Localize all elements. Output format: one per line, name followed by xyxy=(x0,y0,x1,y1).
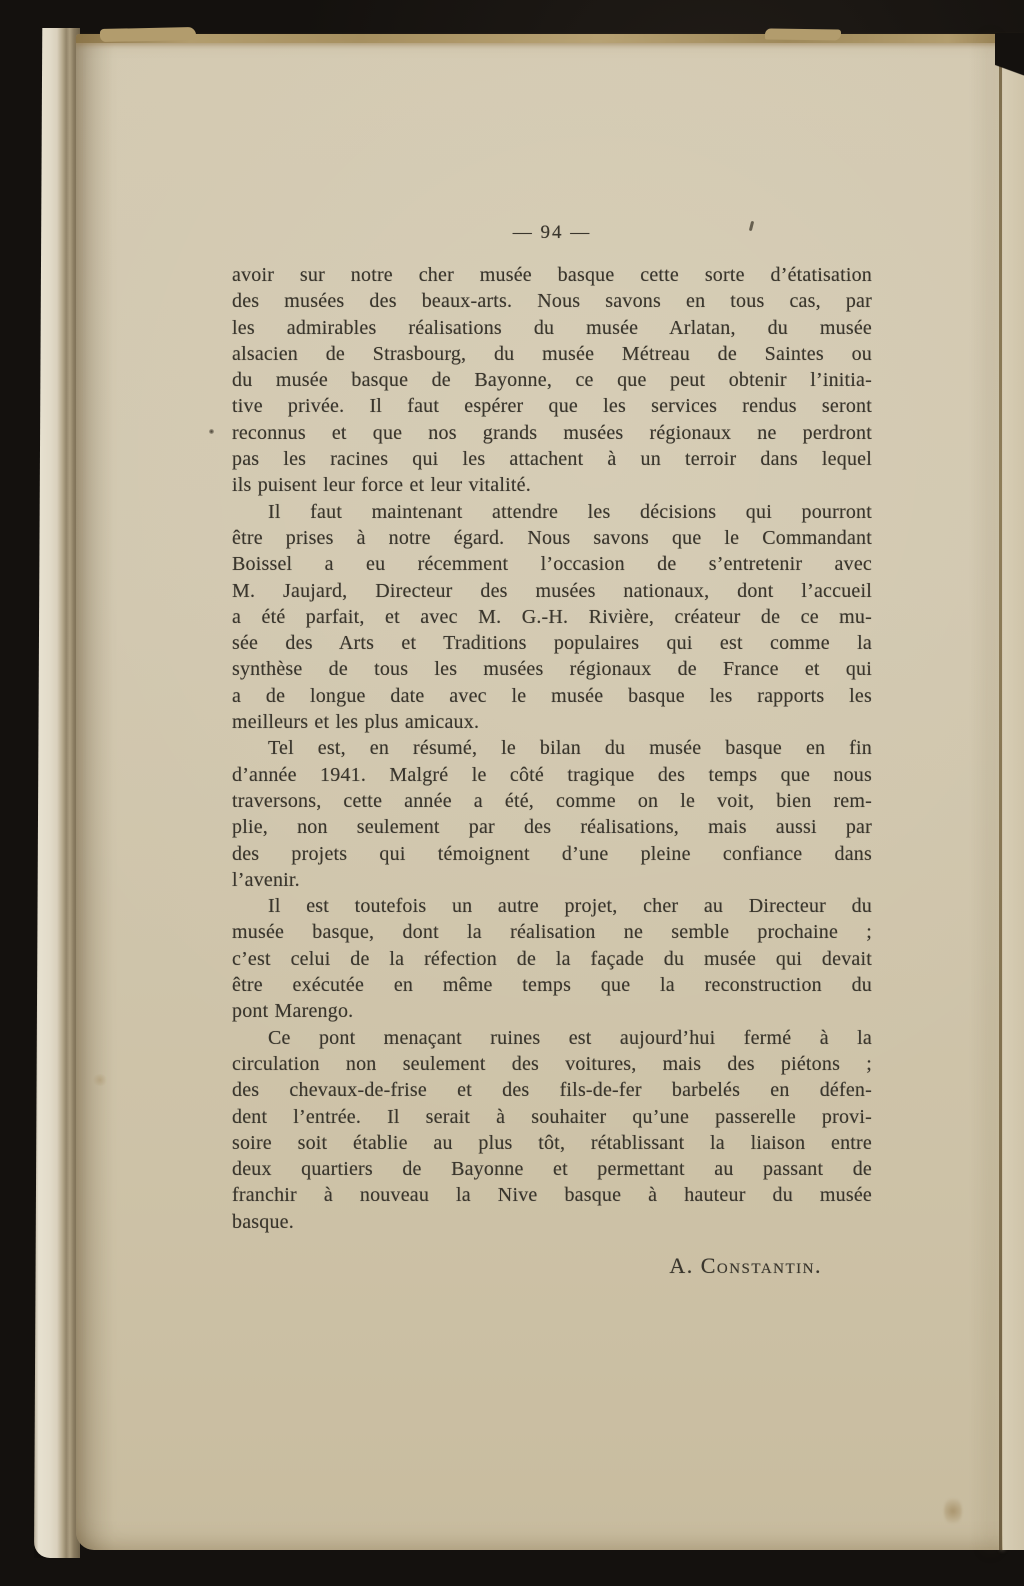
text-line: du musée basque de Bayonne, ce que peut obtenir l’initia- xyxy=(232,369,872,392)
text-line: Il faut maintenant attendre les décisions qui pourront xyxy=(268,500,872,523)
text-line: d’année 1941. Malgré le côté tragique des temps que nous xyxy=(232,763,872,786)
background-corner xyxy=(995,33,1024,123)
adjacent-page-sliver xyxy=(1003,40,1024,1550)
text-line: l’avenir. xyxy=(232,868,300,891)
page-gutter-fold xyxy=(999,38,1002,1550)
torn-edge-chip xyxy=(765,28,841,40)
book-page xyxy=(76,34,1024,1550)
text-line: circulation non seulement des voitures, mais des piétons ; xyxy=(232,1052,872,1075)
text-line: avoir sur notre cher musée basque cette sorte d’étatisation xyxy=(232,264,872,286)
text-line: traversons, cette année a été, comme on le voit, bien rem- xyxy=(232,789,872,812)
text-body xyxy=(232,262,872,1235)
text-line: synthèse de tous les musées régionaux de France et qui xyxy=(232,658,872,681)
text-line: reconnus et que nos grands musées régionaux ne perdront xyxy=(232,421,872,444)
page-top-edge xyxy=(76,34,1024,43)
text-line: plie, non seulement par des réalisations, mais aussi par xyxy=(232,816,872,839)
ink-speck xyxy=(209,429,214,434)
text-line: deux quartiers de Bayonne et permettant au passant de xyxy=(232,1158,872,1181)
text-line: des projets qui témoignent d’une pleine confiance dans xyxy=(232,842,872,865)
text-line: Il est toutefois un autre projet, cher au Directeur du xyxy=(268,895,872,918)
text-line: soire soit établie au plus tôt, rétablissant la liaison entre xyxy=(232,1131,872,1154)
text-line: tive privée. Il faut espérer que les services rendus seront xyxy=(232,395,872,418)
text-line: sée des Arts et Traditions populaires qui est comme la xyxy=(232,632,872,655)
text-line: basque. xyxy=(232,1210,294,1233)
text-line: Ce pont menaçant ruines est aujourd’hui fermé à la xyxy=(268,1026,872,1049)
text-line: franchir à nouveau la Nive basque à hauteur du musée xyxy=(232,1184,872,1207)
text-line: Tel est, en résumé, le bilan du musée basque en fin xyxy=(268,737,872,760)
text-line: meilleurs et les plus amicaux. xyxy=(232,711,480,734)
text-line: les admirables réalisations du musée Arlatan, du musée xyxy=(232,316,872,339)
text-line: dent l’entrée. Il serait à souhaiter qu’une passerelle provi- xyxy=(232,1105,872,1128)
text-line: Boissel a eu récemment l’occasion de s’entretenir avec xyxy=(232,553,872,576)
book-page-edges xyxy=(34,28,80,1558)
text-line: musée basque, dont la réalisation ne semble prochaine ; xyxy=(232,921,872,944)
text-line: M. Jaujard, Directeur des musées nationaux, dont l’accueil xyxy=(232,579,872,602)
page-content xyxy=(232,220,872,1279)
text-line: pont Marengo. xyxy=(232,1000,354,1023)
text-line: pas les racines qui les attachent à un terroir dans lequel xyxy=(232,448,872,471)
text-line: être exécutée en même temps que la reconstruction du xyxy=(232,974,872,997)
foxing-spot xyxy=(92,1074,108,1086)
text-line: des musées des beaux-arts. Nous savons en tous cas, par xyxy=(232,290,872,313)
text-line: être prises à notre égard. Nous savons que le Commandant xyxy=(232,526,872,549)
text-line: c’est celui de la réfection de la façade du musée qui devait xyxy=(232,947,872,970)
signature: A. Constantin. xyxy=(669,1252,822,1278)
torn-edge-chip xyxy=(100,27,196,42)
text-line: alsacien de Strasbourg, du musée Métreau de Saintes ou xyxy=(232,342,872,365)
text-line: a été parfait, et avec M. G.-H. Rivière, créateur de ce mu- xyxy=(232,605,872,628)
paper-stain xyxy=(944,1496,962,1526)
text-line: a de longue date avec le musée basque les rapports les xyxy=(232,684,872,707)
text-line: des chevaux-de-frise et des fils-de-fer barbelés en défen- xyxy=(232,1079,872,1102)
page-number: — 94 — xyxy=(512,222,592,243)
text-line: ils puisent leur force et leur vitalité. xyxy=(232,474,531,497)
